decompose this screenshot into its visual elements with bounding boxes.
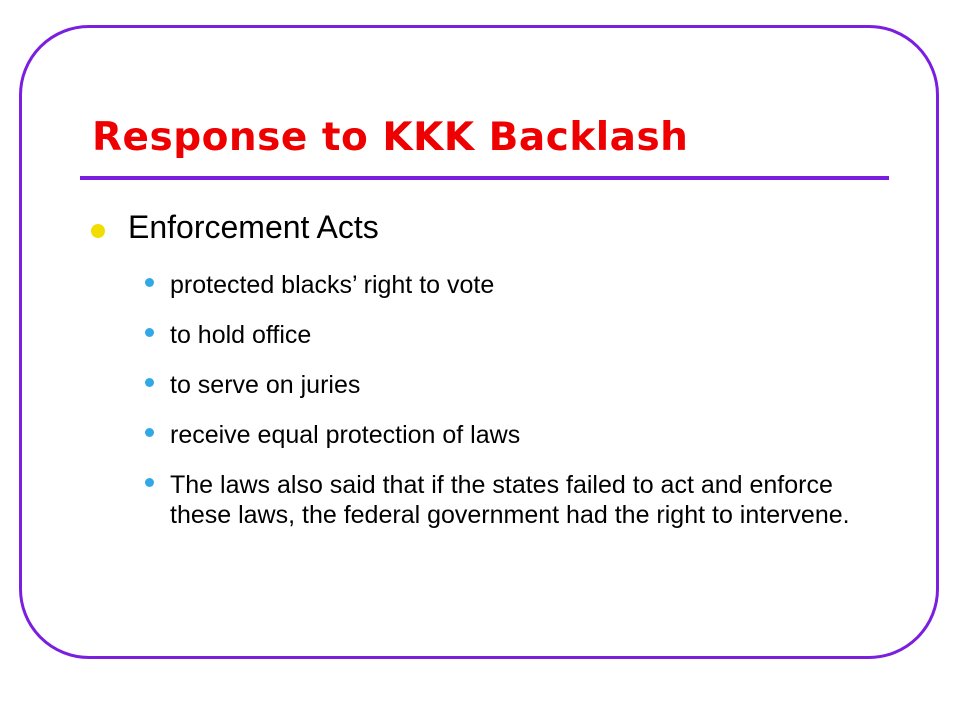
sub-bullet-text: to serve on juries (170, 371, 361, 399)
title-underline (80, 176, 889, 180)
sub-bullet-item (145, 370, 865, 400)
sub-bullet-list (145, 270, 865, 550)
sub-bullet-text: The laws also said that if the states failed to act and enforce these laws, the federal government had the right to intervene. (170, 471, 850, 529)
slide-title: Response to KKK Backlash (92, 115, 689, 160)
sub-bullet-item (145, 420, 865, 450)
sub-bullet-item (145, 270, 865, 300)
sub-bullet-dot-icon (145, 478, 154, 487)
sub-bullet-text: to hold office (170, 321, 312, 349)
sub-bullet-item (145, 470, 865, 530)
bullet-dot-icon (91, 224, 105, 238)
sub-bullet-dot-icon (145, 378, 154, 387)
sub-bullet-text: protected blacks’ right to vote (170, 271, 495, 299)
sub-bullet-dot-icon (145, 328, 154, 337)
bullet-label: Enforcement Acts (128, 209, 379, 245)
sub-bullet-text: receive equal protection of laws (170, 421, 521, 449)
sub-bullet-dot-icon (145, 278, 154, 287)
sub-bullet-item (145, 320, 865, 350)
sub-bullet-dot-icon (145, 428, 154, 437)
